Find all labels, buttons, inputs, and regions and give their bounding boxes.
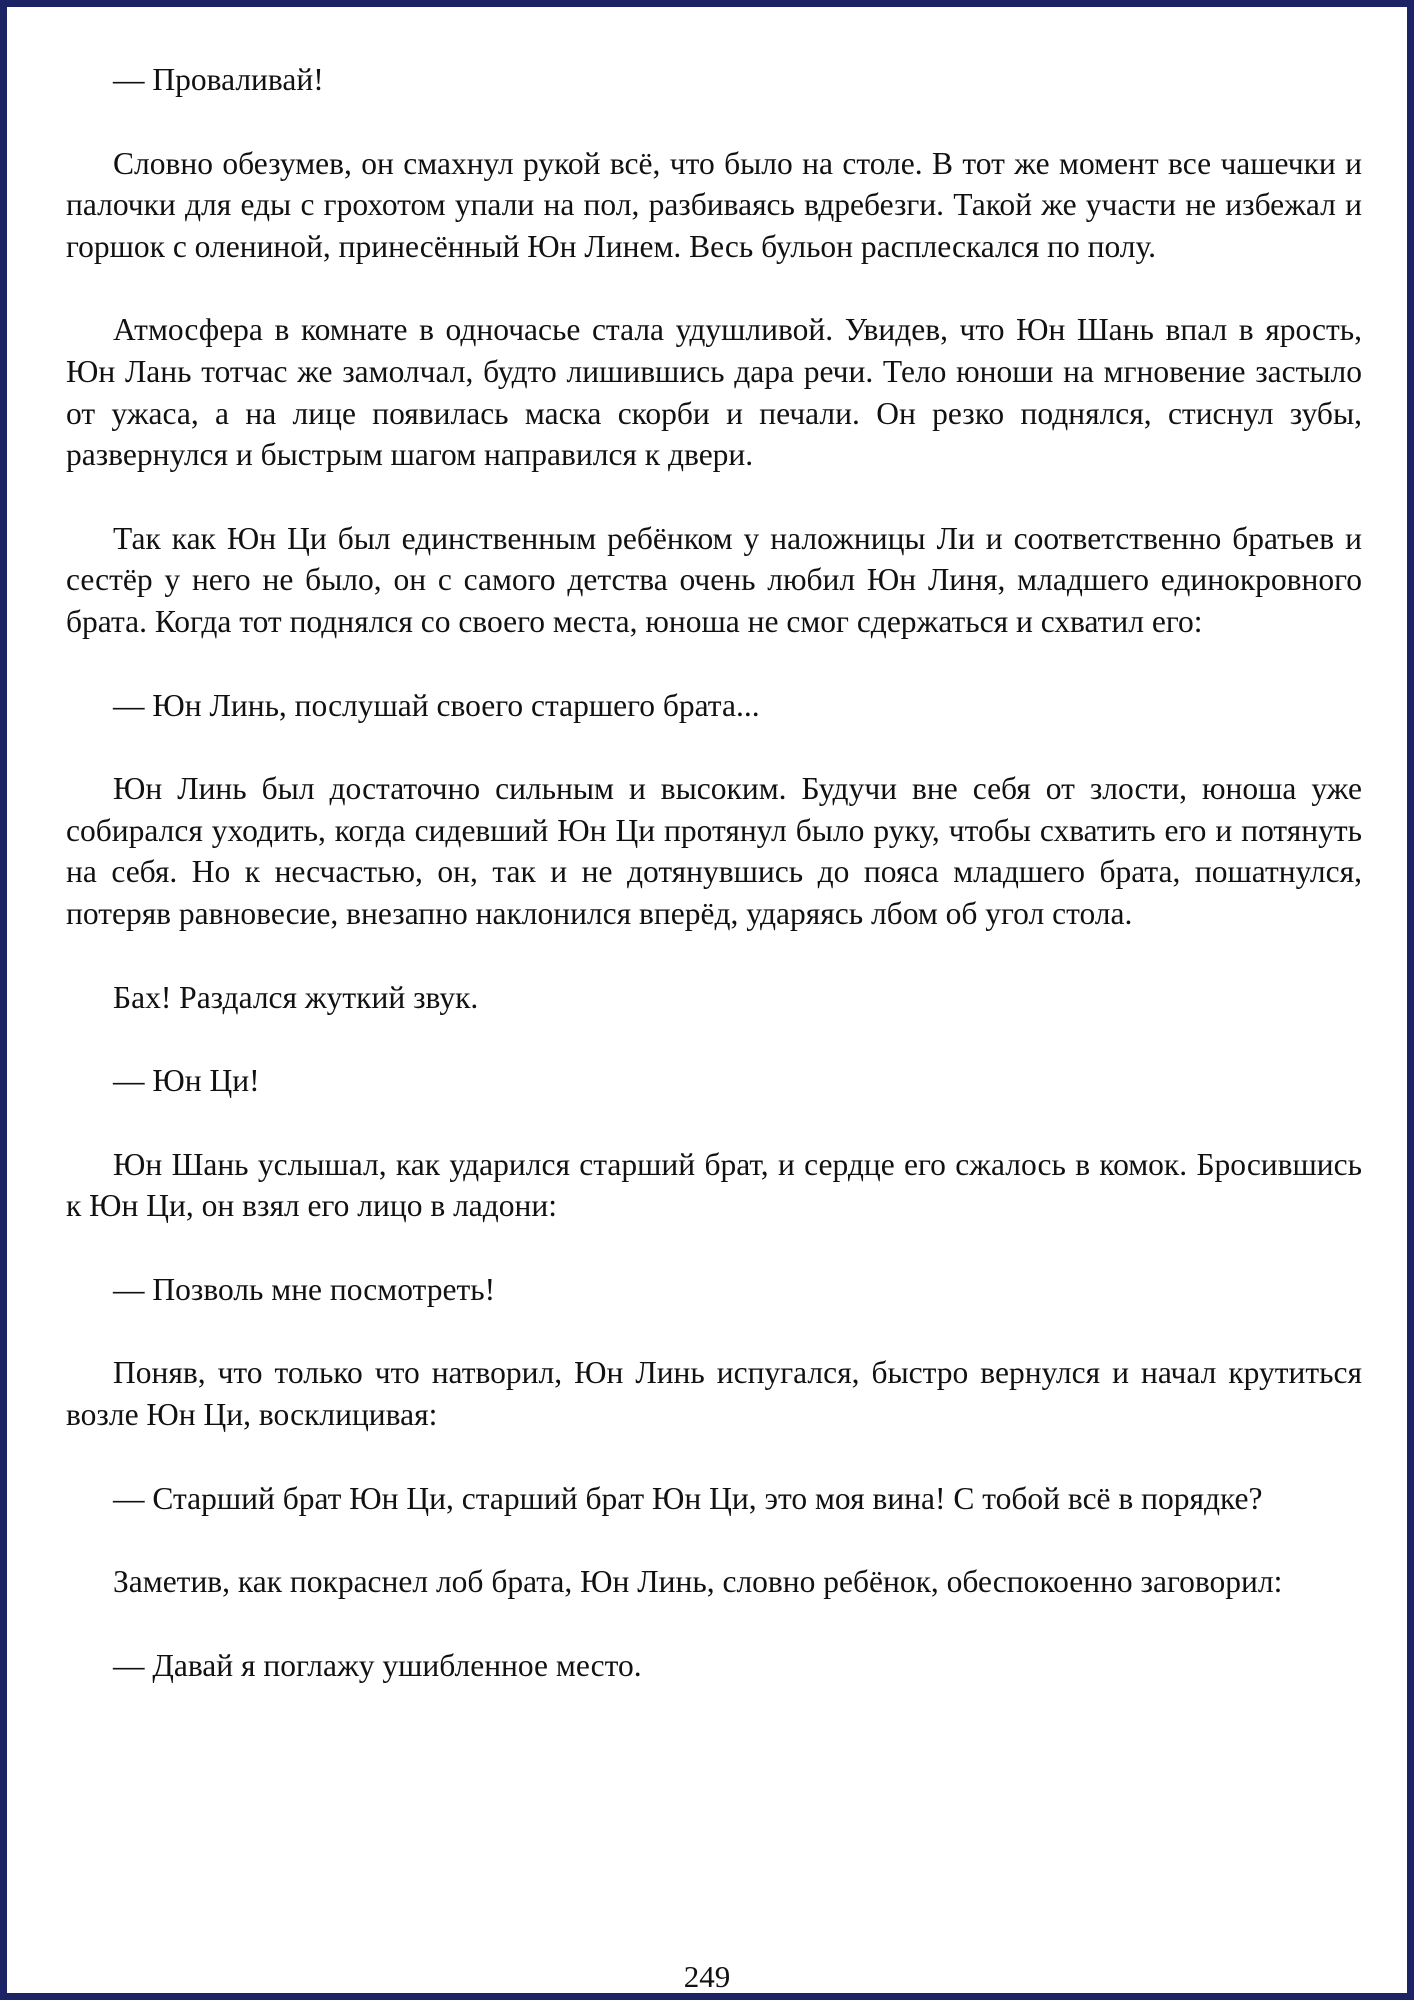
paragraph: Поняв, что только что натворил, Юн Линь испугался, быстро вернулся и начал крутиться возле Юн Ци, восклицивая: (66, 1355, 1362, 1433)
paragraph: Заметив, как покраснел лоб брата, Юн Линь, словно ребёнок, обеспокоенно заговорил: (113, 1564, 1283, 1600)
paragraph: — Позволь мне посмотреть! (113, 1271, 496, 1307)
paragraph: — Старший брат Юн Ци, старший брат Юн Ци, это моя вина! С тобой всё в порядке? (113, 1480, 1263, 1516)
paragraph: — Юн Линь, послушай своего старшего брата... (113, 687, 760, 723)
paragraph: Юн Линь был достаточно сильным и высоким. Будучи вне себя от злости, юноша уже собирался уходить, когда сидевший Юн Ци протянул было руку, чтобы схватить его и потянуть на себя. Но к несчастью, он, так и не дотянувшись до пояса младшего брата, пошатнулся, потеряв равновесие, внезапно наклонился вперёд, ударяясь лбом об угол стола. (66, 771, 1362, 931)
paragraph: Атмосфера в комнате в одночасье стала удушливой. Увидев, что Юн Шань впал в ярость, Юн Лань тотчас же замолчал, будто лишившись дара речи. Тело юноши на мгновение застыло от ужаса, а на лице появилась маска скорби и печали. Он резко поднялся, стиснул зубы, развернулся и быстрым шагом направился к двери. (66, 312, 1362, 473)
paragraph: Словно обезумев, он смахнул рукой всё, что было на столе. В тот же момент все чашечки и палочки для еды с грохотом упали на пол, разбиваясь вдребезги. Такой же участи не избежал и горшок с олениной, принесённый Юн Линем. Весь бульон расплескался по полу. (66, 145, 1362, 264)
paragraph: Юн Шань услышал, как ударился старший брат, и сердце его сжалось в комок. Бросившись к Юн Ци, он взял его лицо в ладони: (66, 1146, 1362, 1224)
page-number: 249 (683, 1959, 731, 1994)
paragraph: Бах! Раздался жуткий звук. (113, 979, 479, 1015)
paragraph: — Давай я поглажу ушибленное место. (113, 1647, 642, 1683)
text-body (66, 59, 1362, 1728)
paragraph: — Проваливай! (113, 62, 324, 97)
paragraph: — Юн Ци! (113, 1063, 260, 1099)
paragraph: Так как Юн Ци был единственным ребёнком у наложницы Ли и соответственно братьев и сестёр у него не было, он с самого детства очень любил Юн Линя, младшего единокровного брата. Когда тот поднялся со своего места, юноша не смог сдержаться и схватил его: (66, 520, 1362, 639)
